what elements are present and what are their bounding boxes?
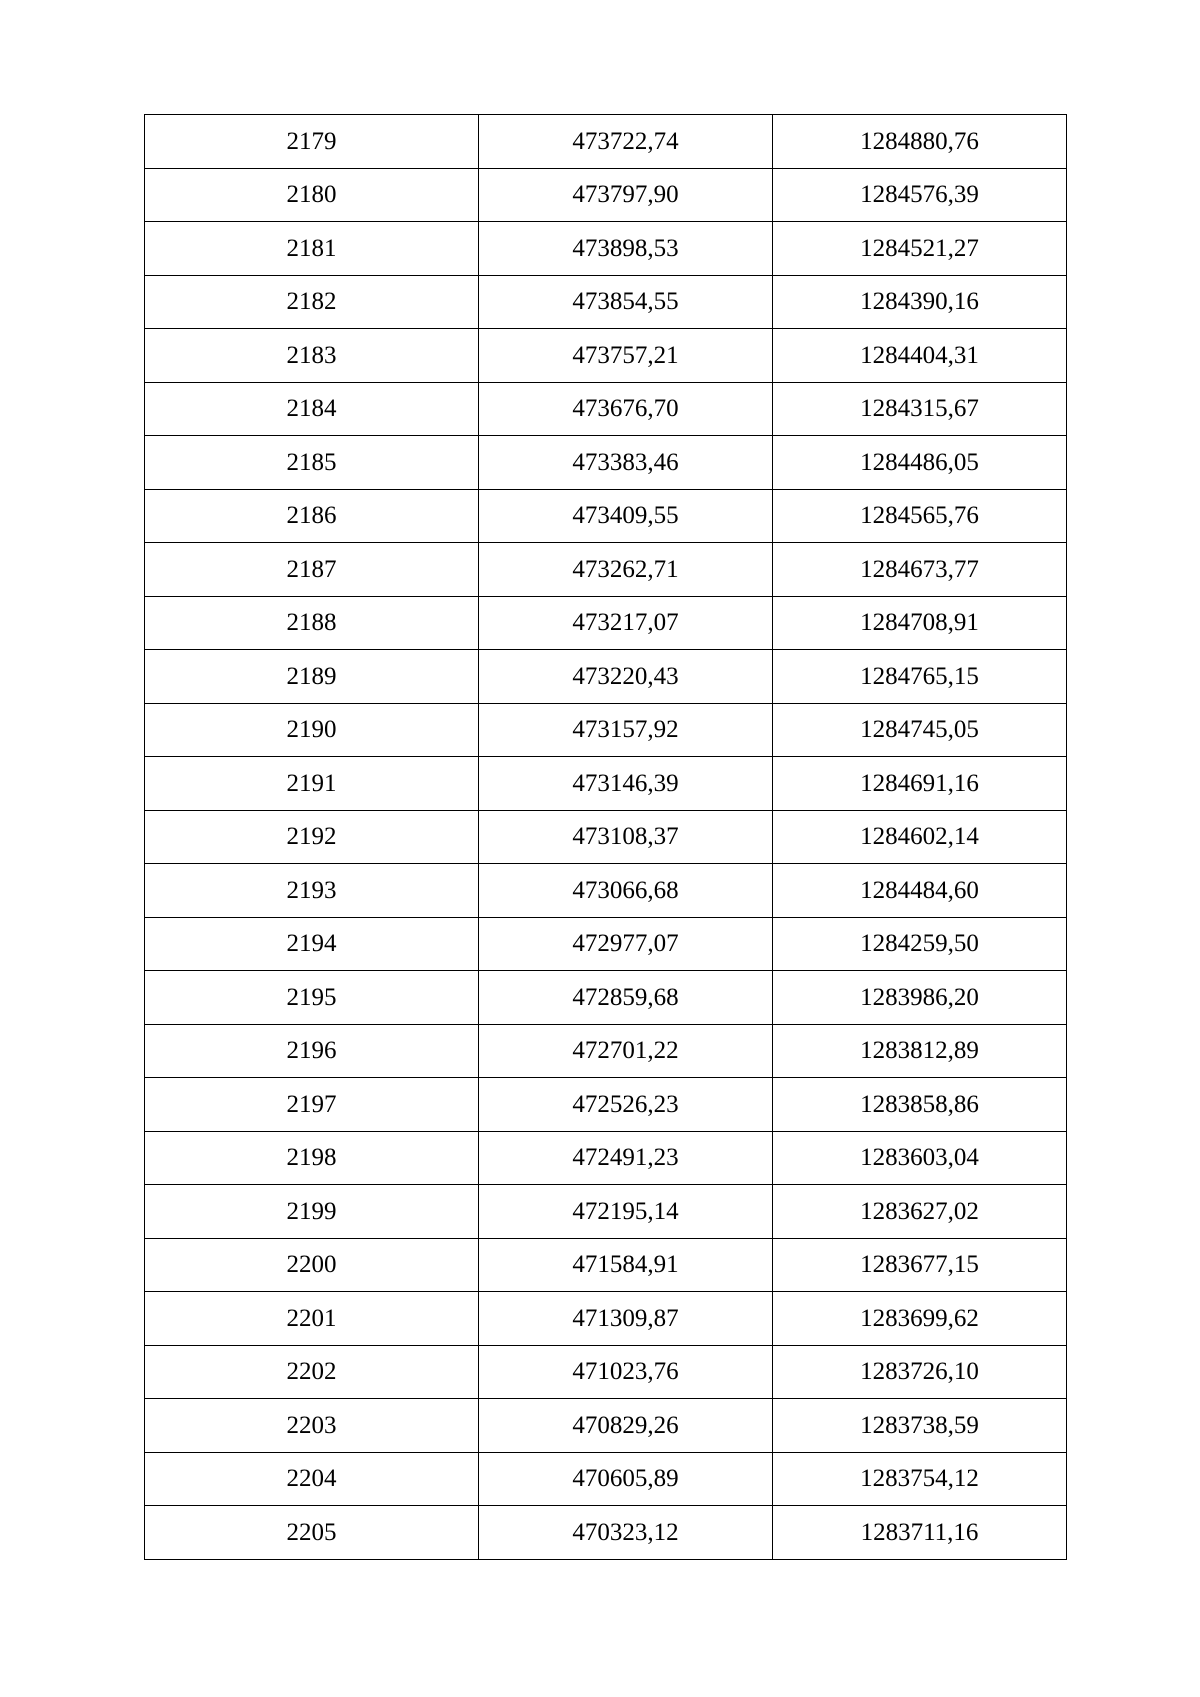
table-row [145,1506,1067,1560]
table-row [145,1078,1067,1132]
table-row [145,757,1067,811]
y-coordinate-cell: 1284565,76 [773,489,1067,543]
point-number-cell: 2205 [145,1506,479,1560]
table-row [145,703,1067,757]
y-coordinate-cell: 1284576,39 [773,168,1067,222]
y-coordinate-cell: 1284765,15 [773,650,1067,704]
point-number-cell: 2202 [145,1345,479,1399]
x-coordinate-cell: 473722,74 [479,115,773,169]
point-number-cell: 2185 [145,436,479,490]
x-coordinate-cell: 471309,87 [479,1292,773,1346]
x-coordinate-cell: 473383,46 [479,436,773,490]
table-row [145,917,1067,971]
table-row [145,650,1067,704]
y-coordinate-cell: 1284521,27 [773,222,1067,276]
x-coordinate-cell: 471584,91 [479,1238,773,1292]
y-coordinate-cell: 1284673,77 [773,543,1067,597]
x-coordinate-cell: 473262,71 [479,543,773,597]
table-row [145,382,1067,436]
y-coordinate-cell: 1283726,10 [773,1345,1067,1399]
y-coordinate-cell: 1284486,05 [773,436,1067,490]
table-row [145,168,1067,222]
point-number-cell: 2187 [145,543,479,597]
table-row [145,1238,1067,1292]
table-row [145,1131,1067,1185]
point-number-cell: 2198 [145,1131,479,1185]
y-coordinate-cell: 1283986,20 [773,971,1067,1025]
point-number-cell: 2203 [145,1399,479,1453]
table-row [145,1345,1067,1399]
point-number-cell: 2193 [145,864,479,918]
point-number-cell: 2191 [145,757,479,811]
x-coordinate-cell: 473220,43 [479,650,773,704]
table-row [145,864,1067,918]
table-row [145,971,1067,1025]
table-row [145,115,1067,169]
x-coordinate-cell: 470605,89 [479,1452,773,1506]
x-coordinate-cell: 473797,90 [479,168,773,222]
table-row [145,329,1067,383]
point-number-cell: 2194 [145,917,479,971]
y-coordinate-cell: 1284404,31 [773,329,1067,383]
point-number-cell: 2188 [145,596,479,650]
x-coordinate-cell: 473217,07 [479,596,773,650]
y-coordinate-cell: 1284691,16 [773,757,1067,811]
point-number-cell: 2183 [145,329,479,383]
table-row [145,1399,1067,1453]
y-coordinate-cell: 1283711,16 [773,1506,1067,1560]
x-coordinate-cell: 472195,14 [479,1185,773,1239]
coordinates-table-body [145,115,1067,1560]
x-coordinate-cell: 473854,55 [479,275,773,329]
table-row [145,1452,1067,1506]
y-coordinate-cell: 1284259,50 [773,917,1067,971]
point-number-cell: 2186 [145,489,479,543]
y-coordinate-cell: 1283699,62 [773,1292,1067,1346]
table-row [145,489,1067,543]
x-coordinate-cell: 473146,39 [479,757,773,811]
x-coordinate-cell: 472526,23 [479,1078,773,1132]
point-number-cell: 2195 [145,971,479,1025]
table-row [145,810,1067,864]
x-coordinate-cell: 472977,07 [479,917,773,971]
point-number-cell: 2192 [145,810,479,864]
y-coordinate-cell: 1283738,59 [773,1399,1067,1453]
point-number-cell: 2190 [145,703,479,757]
table-row [145,596,1067,650]
point-number-cell: 2204 [145,1452,479,1506]
x-coordinate-cell: 473108,37 [479,810,773,864]
point-number-cell: 2182 [145,275,479,329]
table-row [145,1292,1067,1346]
x-coordinate-cell: 473898,53 [479,222,773,276]
x-coordinate-cell: 470323,12 [479,1506,773,1560]
table-row [145,275,1067,329]
x-coordinate-cell: 470829,26 [479,1399,773,1453]
y-coordinate-cell: 1284390,16 [773,275,1067,329]
x-coordinate-cell: 472859,68 [479,971,773,1025]
y-coordinate-cell: 1283812,89 [773,1024,1067,1078]
x-coordinate-cell: 472491,23 [479,1131,773,1185]
x-coordinate-cell: 473757,21 [479,329,773,383]
y-coordinate-cell: 1284315,67 [773,382,1067,436]
y-coordinate-cell: 1284708,91 [773,596,1067,650]
point-number-cell: 2181 [145,222,479,276]
coordinates-table [144,114,1067,1560]
x-coordinate-cell: 473409,55 [479,489,773,543]
y-coordinate-cell: 1283677,15 [773,1238,1067,1292]
table-row [145,436,1067,490]
y-coordinate-cell: 1284484,60 [773,864,1067,918]
x-coordinate-cell: 472701,22 [479,1024,773,1078]
y-coordinate-cell: 1284602,14 [773,810,1067,864]
table-row [145,222,1067,276]
y-coordinate-cell: 1284745,05 [773,703,1067,757]
point-number-cell: 2199 [145,1185,479,1239]
point-number-cell: 2189 [145,650,479,704]
point-number-cell: 2179 [145,115,479,169]
point-number-cell: 2184 [145,382,479,436]
y-coordinate-cell: 1284880,76 [773,115,1067,169]
y-coordinate-cell: 1283603,04 [773,1131,1067,1185]
table-row [145,1024,1067,1078]
point-number-cell: 2200 [145,1238,479,1292]
y-coordinate-cell: 1283627,02 [773,1185,1067,1239]
table-row [145,543,1067,597]
y-coordinate-cell: 1283754,12 [773,1452,1067,1506]
point-number-cell: 2201 [145,1292,479,1346]
x-coordinate-cell: 471023,76 [479,1345,773,1399]
point-number-cell: 2180 [145,168,479,222]
table-row [145,1185,1067,1239]
point-number-cell: 2196 [145,1024,479,1078]
y-coordinate-cell: 1283858,86 [773,1078,1067,1132]
x-coordinate-cell: 473066,68 [479,864,773,918]
point-number-cell: 2197 [145,1078,479,1132]
x-coordinate-cell: 473157,92 [479,703,773,757]
x-coordinate-cell: 473676,70 [479,382,773,436]
